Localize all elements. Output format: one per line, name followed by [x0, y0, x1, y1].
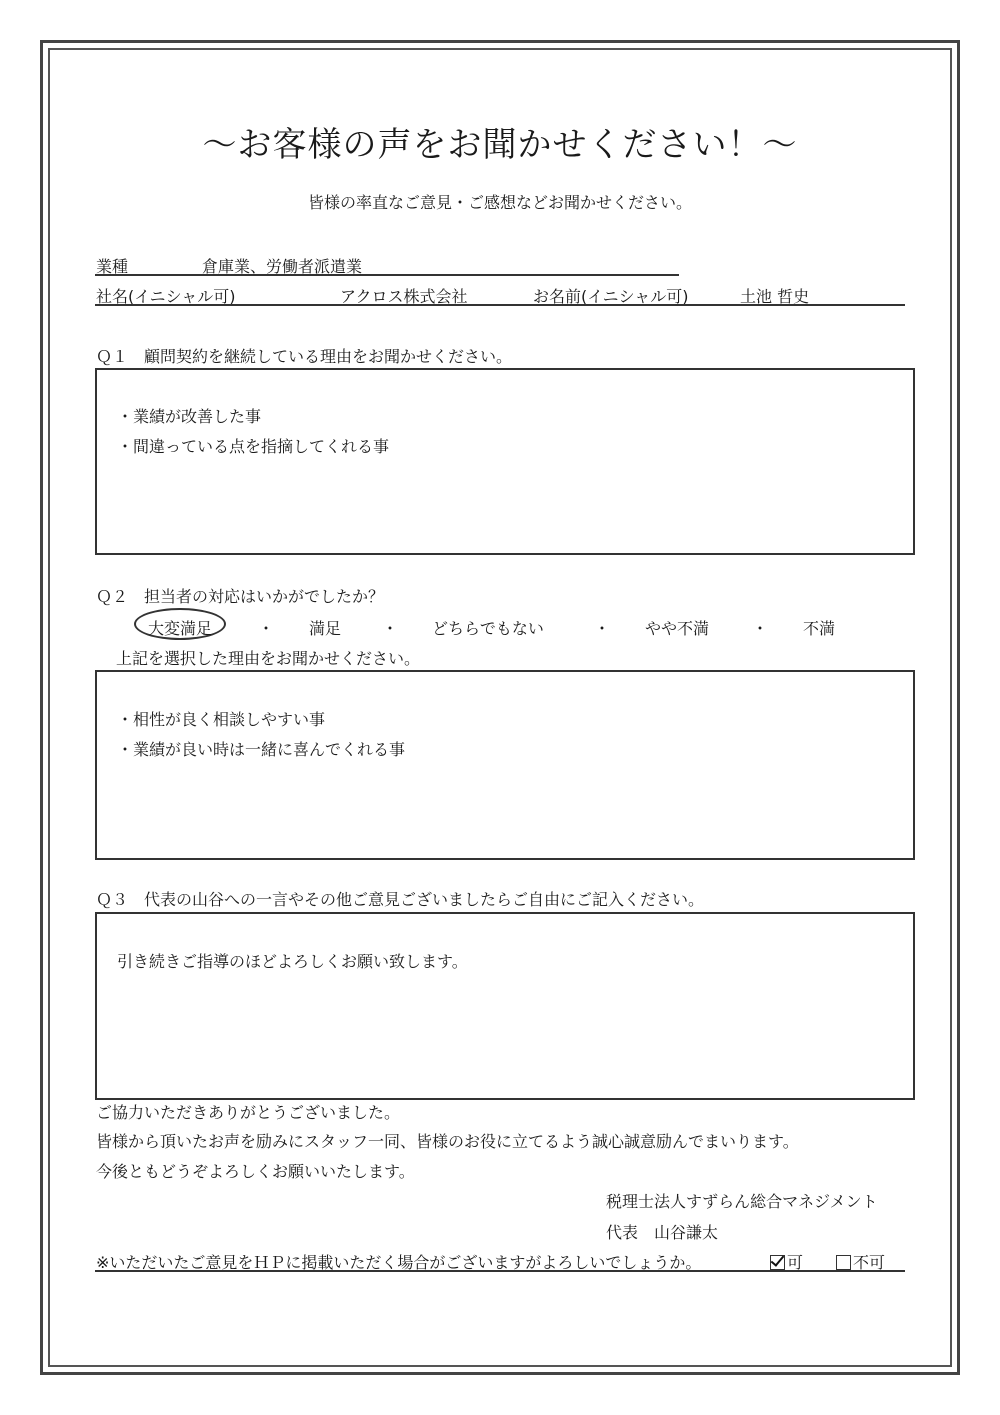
option-very-satisfied[interactable]: 大変満足: [148, 619, 213, 638]
industry-label: 業種: [96, 257, 129, 276]
closing-line-1: ご協力いただきありがとうございました。: [96, 1103, 401, 1122]
q1-answer-1: ・業績が改善した事: [117, 407, 262, 426]
q2-answer-2: ・業績が良い時は一緒に喜んでくれる事: [117, 740, 406, 759]
consent-yes-label: 可: [787, 1253, 804, 1272]
firm-name: 税理士法人すずらん総合マネジメント: [606, 1192, 878, 1211]
q3-answer-box: [95, 912, 915, 1100]
page-subtitle: 皆様の率直なご意見・ご感想などお聞かせください。: [307, 193, 692, 212]
name-label: お名前(イニシャル可): [533, 287, 689, 306]
checkbox-unchecked-icon[interactable]: [836, 1255, 851, 1270]
q2-answer-box: [95, 670, 915, 860]
company-underline: [95, 304, 905, 306]
closing-line-2: 皆様から頂いたお声を励みにスタッフ一同、皆様のお役に立てるよう誠心誠意励んでまいります。: [96, 1132, 799, 1151]
checkbox-checked-icon[interactable]: [770, 1255, 785, 1270]
q3-answer: 引き続きご指導のほどよろしくお願い致します。: [117, 952, 468, 971]
option-separator: ・: [752, 619, 769, 638]
industry-underline: [95, 274, 679, 276]
consent-question: ※いただいたご意見をＨＰに掲載いただく場合がございますがよろしいでしょうか。: [96, 1253, 702, 1272]
q2-answer-1: ・相性が良く相談しやすい事: [117, 710, 326, 729]
company-label: 社名(イニシャル可): [96, 287, 236, 306]
option-separator: ・: [382, 619, 399, 638]
name-value: 土池 哲史: [740, 287, 810, 306]
q1-answer-box: [95, 368, 915, 555]
q2-question: Ｑ２ 担当者の対応はいかがでしたか？: [96, 587, 385, 606]
option-separator: ・: [594, 619, 611, 638]
option-neutral[interactable]: どちらでもない: [432, 619, 544, 638]
q3-question: Ｑ３ 代表の山谷への一言やその他ご意見ございましたらご自由にご記入ください。: [96, 890, 705, 909]
page-title: 〜お客様の声をお聞かせください！〜: [202, 125, 798, 165]
company-value: アクロス株式会社: [340, 287, 468, 306]
industry-value: 倉庫業、労働者派遣業: [202, 257, 363, 276]
consent-no-label: 不可: [853, 1253, 886, 1272]
closing-line-3: 今後ともどうぞよろしくお願いいたします。: [96, 1162, 415, 1181]
option-separator: ・: [258, 619, 275, 638]
q1-question: Ｑ１ 顧問契約を継続している理由をお聞かせください。: [96, 347, 513, 366]
option-satisfied[interactable]: 満足: [309, 619, 342, 638]
option-somewhat-dissatisfied[interactable]: やや不満: [645, 619, 710, 638]
option-dissatisfied[interactable]: 不満: [803, 619, 836, 638]
q2-reason-prompt: 上記を選択した理由をお聞かせください。: [116, 649, 421, 668]
consent-underline: [95, 1270, 905, 1272]
representative-name: 代表 山谷謙太: [606, 1223, 719, 1242]
q1-answer-2: ・間違っている点を指摘してくれる事: [117, 437, 390, 456]
